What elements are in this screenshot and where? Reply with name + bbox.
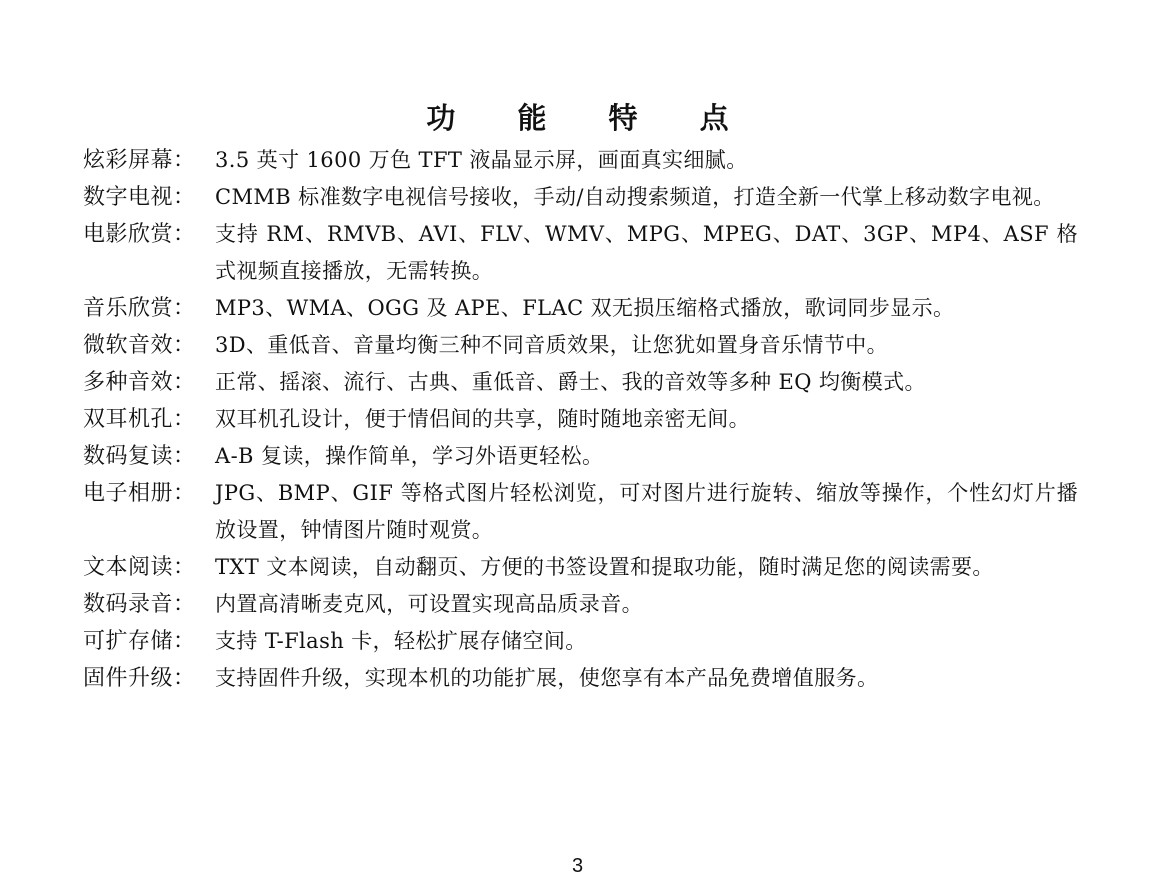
feature-item-repeat: [83, 438, 1078, 475]
feature-description: JPG、BMP、GIF 等格式图片轻松浏览，可对图片进行旋转、缩放等操作，个性幻灯片播放设置，钟情图片随时观赏。: [215, 481, 1078, 542]
feature-item-movie: [83, 216, 1078, 290]
feature-description: 内置高清晰麦克风，可设置实现高品质录音。: [215, 592, 643, 616]
feature-label: 微软音效：: [83, 333, 196, 358]
page-title: 功 能 特 点: [426, 101, 755, 135]
feature-label: 双耳机孔：: [83, 407, 196, 432]
feature-label: 可扩存储：: [83, 629, 196, 654]
feature-description: MP3、WMA、OGG 及 APE、FLAC 双无损压缩格式播放，歌词同步显示。: [215, 296, 955, 320]
feature-description: TXT 文本阅读，自动翻页、方便的书签设置和提取功能，随时满足您的阅读需要。: [215, 555, 994, 579]
feature-label: 文本阅读：: [83, 555, 196, 580]
feature-description: 3.5 英寸 1600 万色 TFT 液晶显示屏，画面真实细腻。: [215, 148, 748, 172]
feature-item-digital-tv: [83, 179, 1078, 216]
feature-label: 数码录音：: [83, 592, 196, 617]
feature-item-dual-headphone: [83, 401, 1078, 438]
feature-item-photo-album: [83, 475, 1078, 549]
feature-label: 多种音效：: [83, 370, 196, 395]
feature-label: 数码复读：: [83, 444, 196, 469]
feature-item-text-reading: [83, 549, 1078, 586]
feature-description: 正常、摇滚、流行、古典、重低音、爵士、我的音效等多种 EQ 均衡模式。: [215, 370, 926, 394]
feature-label: 固件升级：: [83, 666, 196, 691]
feature-label: 炫彩屏幕：: [83, 148, 196, 173]
feature-description: 支持 T-Flash 卡，轻松扩展存储空间。: [215, 629, 587, 653]
feature-label: 音乐欣赏：: [83, 296, 196, 321]
feature-item-display: [83, 142, 1078, 179]
feature-list: [83, 142, 1078, 697]
feature-item-microsoft-sound: [83, 327, 1078, 364]
feature-description: CMMB 标准数字电视信号接收，手动/自动搜索频道，打造全新一代掌上移动数字电视。: [215, 185, 1055, 209]
feature-item-recording: [83, 586, 1078, 623]
feature-description: 双耳机孔设计，便于情侣间的共享，随时随地亲密无间。: [215, 407, 750, 431]
feature-label: 电子相册：: [83, 481, 196, 506]
feature-description: 支持固件升级，实现本机的功能扩展，使您享有本产品免费增值服务。: [215, 666, 879, 690]
feature-item-sound-effects: [83, 364, 1078, 401]
feature-description: A-B 复读，操作简单，学习外语更轻松。: [215, 444, 604, 468]
page-number: 3: [571, 855, 584, 877]
feature-item-storage: [83, 623, 1078, 660]
feature-item-firmware: [83, 660, 1078, 697]
feature-label: 电影欣赏：: [83, 222, 196, 247]
feature-description: 支持 RM、RMVB、AVI、FLV、WMV、MPG、MPEG、DAT、3GP、MP4、ASF 格式视频直接播放，无需转换。: [215, 222, 1078, 283]
feature-description: 3D、重低音、音量均衡三种不同音质效果，让您犹如置身音乐情节中。: [215, 333, 888, 357]
feature-item-music: [83, 290, 1078, 327]
feature-label: 数字电视：: [83, 185, 196, 210]
